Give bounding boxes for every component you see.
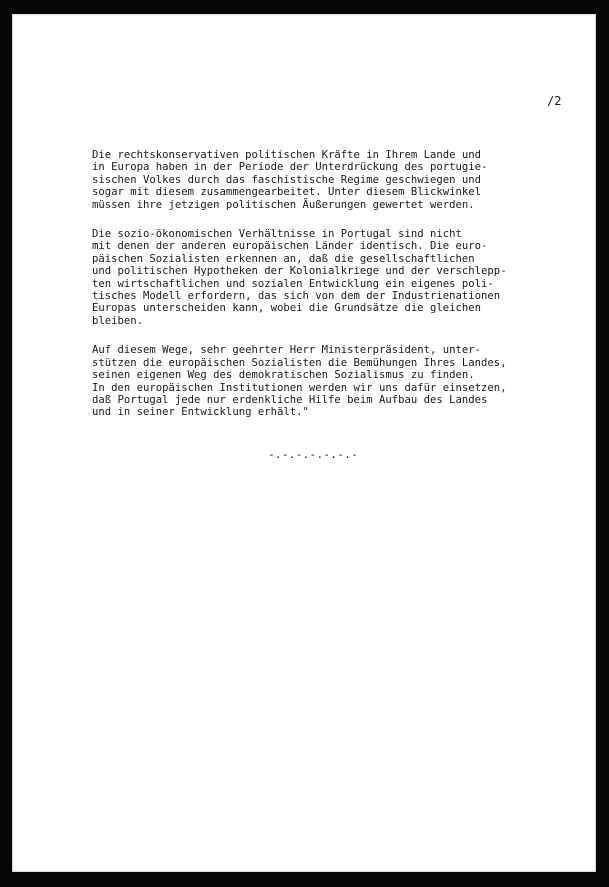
paragraph-3: Auf diesem Wege, sehr geehrter Herr Ministerpräsident, unter- stützen die europäischen Sozialisten die Bemühungen Ihres Landes, seinen eigenen Weg des demokratischen Sozialismus zu finden. In den europäischen Institutionen werden wir uns dafür einsetzen, daß Portugal jede nur erdenkliche Hilfe beim Aufbau des Landes und in seiner Entwicklung erhält.": [92, 344, 507, 419]
end-separator: -.-.-.-.-.-.-: [268, 448, 358, 461]
letter-body: [92, 149, 562, 436]
paragraph-1: Die rechtskonservativen politischen Kräfte in Ihrem Lande und in Europa haben in der Periode der Unterdrückung des portugie- sischen Volkes durch das faschistische Regime geschwiegen und sogar mit diesem zusammengearbeitet. Unter diesem Blickwinkel müssen ihre jetzigen politischen Äußerungen gewertet werden.: [92, 149, 488, 211]
document-page: [12, 14, 596, 872]
paragraph-2: Die sozio-ökonomischen Verhältnisse in Portugal sind nicht mit denen der anderen europäischen Länder identisch. Die euro- päischen Sozialisten erkennen an, daß die gesellschaftlichen und politischen Hypotheken der Kolonialkriege und der verschlepp- ten wirtschaftlichen und sozialen Entwicklung ein eigenes poli- tisches Modell erfordern, das sich von dem der Industrienationen Europas unterscheiden kann, wobei die Grundsätze die gleichen bleiben.: [92, 228, 507, 327]
page-number: /2: [547, 94, 562, 108]
